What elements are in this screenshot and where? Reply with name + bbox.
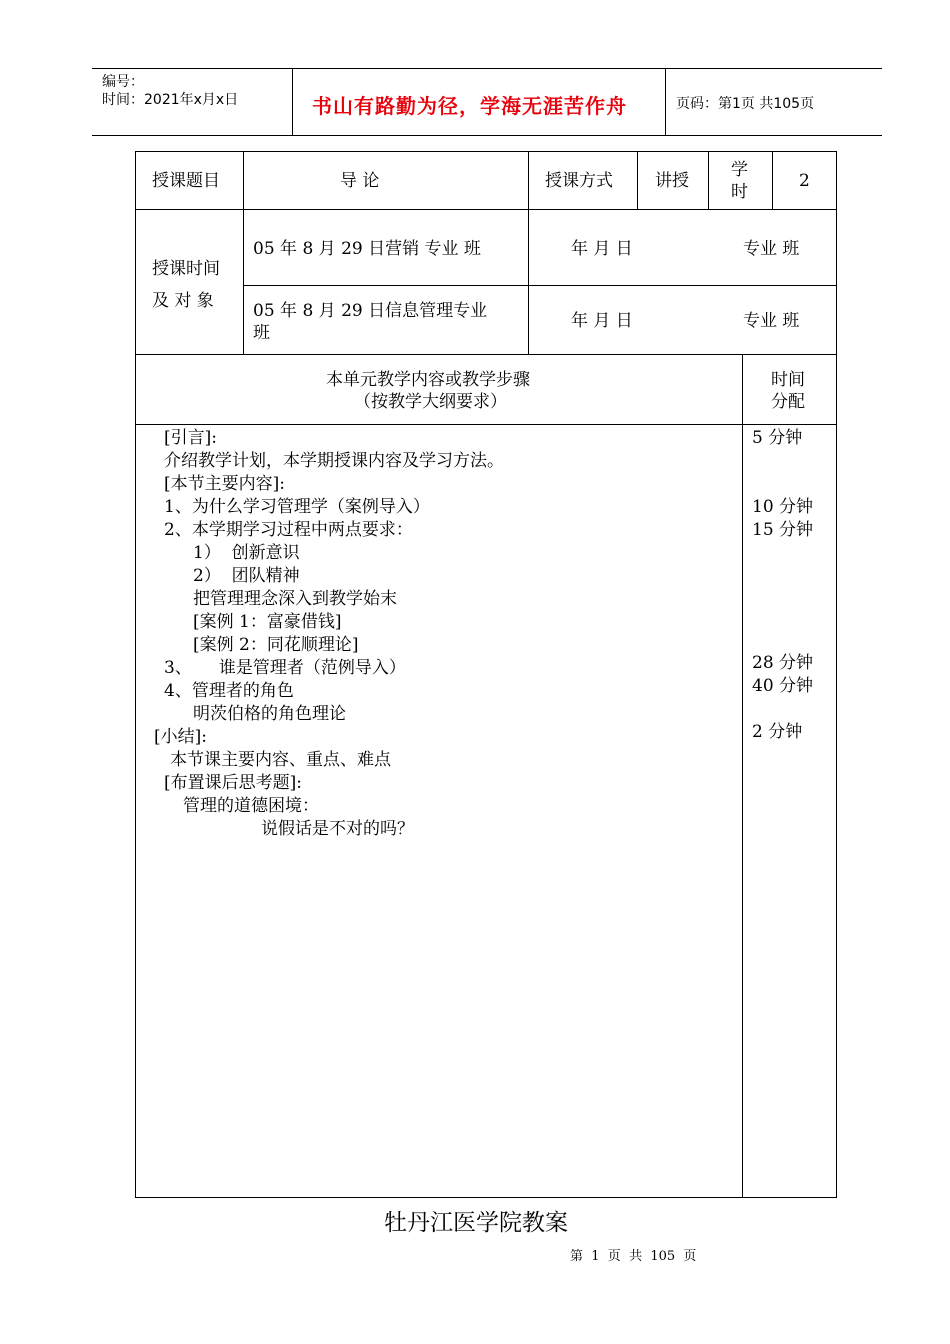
class-hours-value: 2 [799, 171, 810, 191]
time-allocation: 10 分钟 [752, 497, 814, 517]
schedule-row2-major: 专业 班 [743, 311, 800, 331]
schedule-row2-left-2: 班 [253, 323, 270, 343]
schedule-row1-major: 专业 班 [743, 239, 800, 259]
time-header-2: 分配 [771, 392, 805, 412]
time-allocation: 28 分钟 [752, 653, 814, 673]
page-footer: 第 1 页 共 105 页 [570, 1249, 697, 1264]
content-line: 把管理理念深入到教学始末 [193, 589, 397, 609]
time-header-1: 时间 [771, 370, 805, 390]
time-allocation: 5 分钟 [752, 428, 803, 448]
teaching-method-value: 讲授 [655, 171, 689, 191]
teaching-method-label: 授课方式 [545, 171, 613, 191]
content-line: 4、管理者的角色 [164, 681, 294, 701]
content-line: [案例 2：同花顺理论] [193, 635, 359, 655]
topic-label: 授课题目 [152, 171, 220, 191]
content-header-title: 本单元教学内容或教学步骤 [326, 370, 530, 390]
content-header-subtitle: （按教学大纲要求） [354, 392, 507, 412]
header-bottom-rule [92, 135, 882, 136]
class-hours-label-1: 学 [731, 160, 748, 180]
page-number-label: 页码：第1页 共105页 [676, 96, 815, 112]
time-object-label-1: 授课时间 [152, 259, 220, 279]
content-line: 2） 团队精神 [193, 566, 300, 586]
topic-value: 导 论 [340, 171, 380, 191]
time-allocation: 15 分钟 [752, 520, 814, 540]
schedule-row2-left-1: 05 年 8 月 29 日信息管理专业 [253, 301, 488, 321]
schedule-row1-left: 05 年 8 月 29 日营销 专业 班 [253, 239, 481, 259]
content-line: [小结]: [154, 727, 207, 747]
content-line: 介绍教学计划，本学期授课内容及学习方法。 [164, 451, 504, 471]
school-title: 牡丹江医学院教案 [384, 1210, 568, 1236]
document-number-label: 编号： [102, 74, 144, 90]
content-line: 2、本学期学习过程中两点要求： [164, 520, 413, 540]
document-time-label: 时间：2021年x月x日 [102, 92, 239, 108]
content-line: 1） 创新意识 [193, 543, 300, 563]
content-line: 1、为什么学习管理学（案例导入） [164, 497, 430, 517]
content-line: 明茨伯格的角色理论 [193, 704, 346, 724]
content-line: [引言]: [164, 428, 217, 448]
time-allocation: 2 分钟 [752, 722, 803, 742]
time-object-label-2: 及 对 象 [152, 291, 214, 311]
content-line: 管理的道德困境： [183, 796, 319, 816]
content-line: [案例 1：富豪借钱] [193, 612, 342, 632]
header-top-rule [92, 68, 882, 69]
content-line: [布置课后思考题]: [164, 773, 302, 793]
content-line: 说假话是不对的吗？ [261, 819, 414, 839]
header-divider-left [292, 68, 293, 135]
time-allocation: 40 分钟 [752, 676, 814, 696]
class-hours-label-2: 时 [731, 182, 748, 202]
schedule-row2-date: 年 月 日 [571, 311, 633, 331]
content-line: 3、 谁是管理者（范例导入） [164, 658, 406, 678]
content-line: 本节课主要内容、重点、难点 [170, 750, 391, 770]
header-motto: 书山有路勤为径，学海无涯苦作舟 [312, 94, 627, 118]
content-line: [本节主要内容]: [164, 474, 285, 494]
schedule-row1-date: 年 月 日 [571, 239, 633, 259]
header-divider-right [665, 68, 666, 135]
